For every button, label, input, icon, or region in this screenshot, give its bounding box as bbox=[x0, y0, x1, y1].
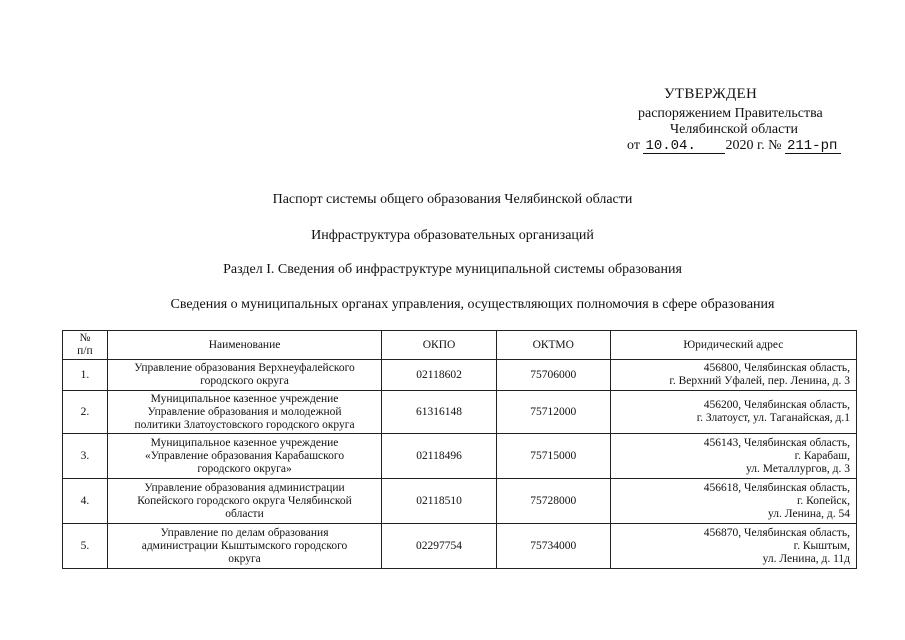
address-line: г. Карабаш, bbox=[794, 449, 850, 462]
passport-title: Паспорт системы общего образования Челябинской области bbox=[272, 192, 633, 207]
year-text: 2020 г. bbox=[725, 138, 765, 153]
name-line: области bbox=[225, 507, 264, 520]
table-row bbox=[63, 391, 857, 434]
name-line: Управление образования администрации bbox=[144, 481, 345, 494]
approval-date-line bbox=[627, 138, 841, 154]
row-address bbox=[610, 479, 856, 524]
header-address: Юридический адрес bbox=[610, 331, 856, 360]
name-line: администрации Кыштымского городского bbox=[141, 539, 348, 552]
header-oktmo: ОКТМО bbox=[496, 331, 610, 360]
row-address bbox=[610, 391, 856, 434]
row-okpo: 02118602 bbox=[382, 360, 497, 391]
name-line: Муниципальное казенное учреждение bbox=[150, 392, 339, 405]
header-okpo: ОКПО bbox=[382, 331, 497, 360]
row-number: 3. bbox=[63, 434, 108, 479]
table-row bbox=[63, 479, 857, 524]
row-number: 1. bbox=[63, 360, 108, 391]
row-oktmo: 75715000 bbox=[496, 434, 610, 479]
table-header-row bbox=[63, 331, 857, 360]
section-title: Раздел I. Сведения об инфраструктуре муниципальной системы образования bbox=[223, 262, 682, 277]
address-line: 456143, Челябинская область, bbox=[703, 436, 850, 449]
address-line: 456618, Челябинская область, bbox=[703, 481, 850, 494]
row-okpo: 61316148 bbox=[382, 391, 497, 434]
address-line: ул. Ленина, д. 54 bbox=[768, 507, 850, 520]
date-value: 10.04. bbox=[643, 140, 725, 154]
row-number: 5. bbox=[63, 524, 108, 569]
name-line: городского округа» bbox=[197, 462, 292, 475]
address-line: г. Верхний Уфалей, пер. Ленина, д. 3 bbox=[669, 375, 850, 387]
name-line: Управление образования и молодежной bbox=[147, 405, 342, 418]
address-line: ул. Металлургов, д. 3 bbox=[746, 462, 850, 475]
row-oktmo: 75712000 bbox=[496, 391, 610, 434]
address-line: г. Копейск, bbox=[797, 494, 850, 507]
row-address bbox=[610, 360, 856, 391]
name-line: Управление по делам образования bbox=[160, 526, 329, 539]
row-name bbox=[107, 479, 381, 524]
address-line: г. Златоуст, ул. Таганайская, д.1 bbox=[696, 412, 850, 424]
row-number: 2. bbox=[63, 391, 108, 434]
date-prefix: от bbox=[627, 138, 640, 153]
address-line: 456200, Челябинская область, bbox=[703, 399, 850, 411]
number-value: 211-рп bbox=[785, 140, 841, 154]
approval-region-line: Челябинской области bbox=[670, 122, 798, 137]
municipal-bodies-table bbox=[62, 330, 857, 569]
row-okpo: 02118496 bbox=[382, 434, 497, 479]
row-address bbox=[610, 434, 856, 479]
table-row bbox=[63, 524, 857, 569]
name-line: «Управление образования Карабашского bbox=[144, 449, 345, 462]
row-name bbox=[107, 524, 381, 569]
approval-title: УТВЕРЖДЕН bbox=[664, 86, 758, 102]
name-line: Управление образования Верхнеуфалейского bbox=[134, 362, 355, 374]
table-subtitle: Сведения о муниципальных органах управления, осуществляющих полномочия в сфере образования bbox=[170, 297, 775, 312]
header-number-line1: № bbox=[79, 332, 91, 344]
name-line: городского округа bbox=[200, 375, 289, 387]
row-address bbox=[610, 524, 856, 569]
name-line: Копейского городского округа Челябинской bbox=[137, 494, 352, 507]
name-line: округа bbox=[228, 552, 261, 565]
header-name: Наименование bbox=[107, 331, 381, 360]
name-line: политики Златоустовского городского округа bbox=[134, 418, 355, 431]
header-number bbox=[63, 331, 108, 360]
table-row bbox=[63, 360, 857, 391]
row-okpo: 02297754 bbox=[382, 524, 497, 569]
row-okpo: 02118510 bbox=[382, 479, 497, 524]
name-line: Муниципальное казенное учреждение bbox=[150, 436, 339, 449]
address-line: ул. Ленина, д. 11д bbox=[762, 552, 850, 565]
address-line: 456870, Челябинская область, bbox=[703, 526, 850, 539]
infrastructure-title: Инфраструктура образовательных организаций bbox=[311, 228, 594, 243]
row-oktmo: 75706000 bbox=[496, 360, 610, 391]
number-prefix: № bbox=[768, 138, 782, 153]
address-line: 456800, Челябинская область, bbox=[703, 362, 850, 374]
row-oktmo: 75734000 bbox=[496, 524, 610, 569]
header-number-line2: п/п bbox=[77, 345, 93, 357]
row-name bbox=[107, 434, 381, 479]
row-oktmo: 75728000 bbox=[496, 479, 610, 524]
address-line: г. Кыштым, bbox=[793, 539, 850, 552]
approval-issuer-line: распоряжением Правительства bbox=[638, 106, 823, 121]
row-number: 4. bbox=[63, 479, 108, 524]
row-name bbox=[107, 391, 381, 434]
table-row bbox=[63, 434, 857, 479]
row-name bbox=[107, 360, 381, 391]
